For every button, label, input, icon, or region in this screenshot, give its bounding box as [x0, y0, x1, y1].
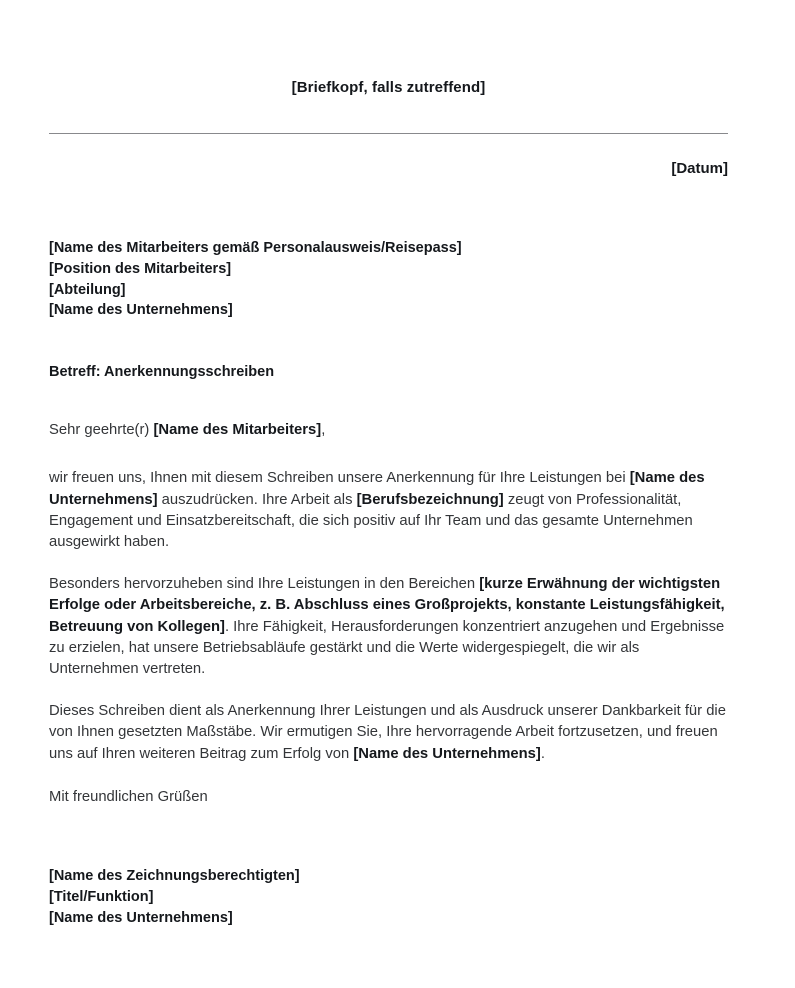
body-paragraph-3 — [49, 701, 728, 765]
recipient-address-block — [49, 238, 728, 321]
p3-text-part-1: Dieses Schreiben dient als Anerkennung Ihrer Leistungen und als Ausdruck unserer Dankbarkeit für die von Ihnen gesetzten Maßstäbe. Wir ermutigen Sie, Ihre hervorragende Arbeit fortzusetzen, und freuen uns auf Ihren weiteren Beitrag zum Erfolg von — [49, 702, 726, 762]
recipient-name-line: [Name des Mitarbeiters gemäß Personalausweis/Reisepass] — [49, 240, 462, 256]
closing-salutation: Mit freundlichen Grüßen — [49, 789, 208, 806]
header-divider — [49, 133, 728, 134]
letter-body — [49, 468, 728, 765]
salutation-suffix: , — [321, 422, 326, 439]
p1-company-placeholder: [Name des Unternehmens] — [49, 470, 705, 508]
signatory-name-line: [Name des Zeichnungsberechtigten] — [49, 868, 300, 885]
p1-jobtitle-placeholder: [Berufsbezeichnung] — [356, 491, 504, 508]
letter-content — [49, 0, 728, 928]
signature-block — [49, 866, 728, 928]
body-paragraph-2 — [49, 574, 728, 681]
p1-text-part-1: wir freuen uns, Ihnen mit diesem Schreiben unsere Anerkennung für Ihre Leistungen bei — [49, 470, 630, 487]
letterhead-title: [Briefkopf, falls zutreffend] — [291, 79, 486, 96]
p2-text-part-1: Besonders hervorzuheben sind Ihre Leistungen in den Bereichen — [49, 575, 480, 592]
p3-company-placeholder: [Name des Unternehmens] — [353, 745, 541, 762]
signatory-company-line: [Name des Unternehmens] — [49, 909, 233, 926]
salutation-employee-placeholder: [Name des Mitarbeiters] — [153, 422, 322, 439]
date-field: [Datum] — [671, 160, 728, 177]
p2-text-part-2: . Ihre Fähigkeit, Herausforderungen konzentriert anzugehen und Ergebnisse zu erzielen, hat unsere Betriebsabläufe gestärkt und die Werte widergespiegelt, die wir als Unternehmen vertreten. — [49, 618, 725, 678]
recipient-position-line: [Position des Mitarbeiters] — [49, 260, 232, 277]
p2-achievements-placeholder: [kurze Erwähnung der wichtigsten Erfolge oder Arbeitsbereiche, z. B. Abschluss eines Großprojekts, konstante Leistungsfähigkeit, Betreuung von Kollegen] — [49, 575, 725, 635]
salutation-prefix: Sehr geehrte(r) — [49, 422, 154, 439]
recipient-department-line: [Abteilung] — [49, 281, 126, 298]
salutation — [49, 420, 728, 441]
body-paragraph-1 — [49, 468, 728, 554]
p1-text-part-3: zeugt von Professionalität, Engagement und Einsatzbereitschaft, die sich positiv auf Ihr Team und das gesamte Unternehmen ausgewirkt haben. — [49, 491, 693, 551]
recipient-company-line: [Name des Unternehmens] — [49, 302, 233, 319]
p3-text-part-2: . — [540, 745, 545, 762]
signatory-title-line: [Titel/Funktion] — [49, 888, 154, 905]
subject-line: Betreff: Anerkennungsschreiben — [49, 364, 275, 381]
p1-text-part-2: auszudrücken. Ihre Arbeit als — [157, 491, 357, 508]
